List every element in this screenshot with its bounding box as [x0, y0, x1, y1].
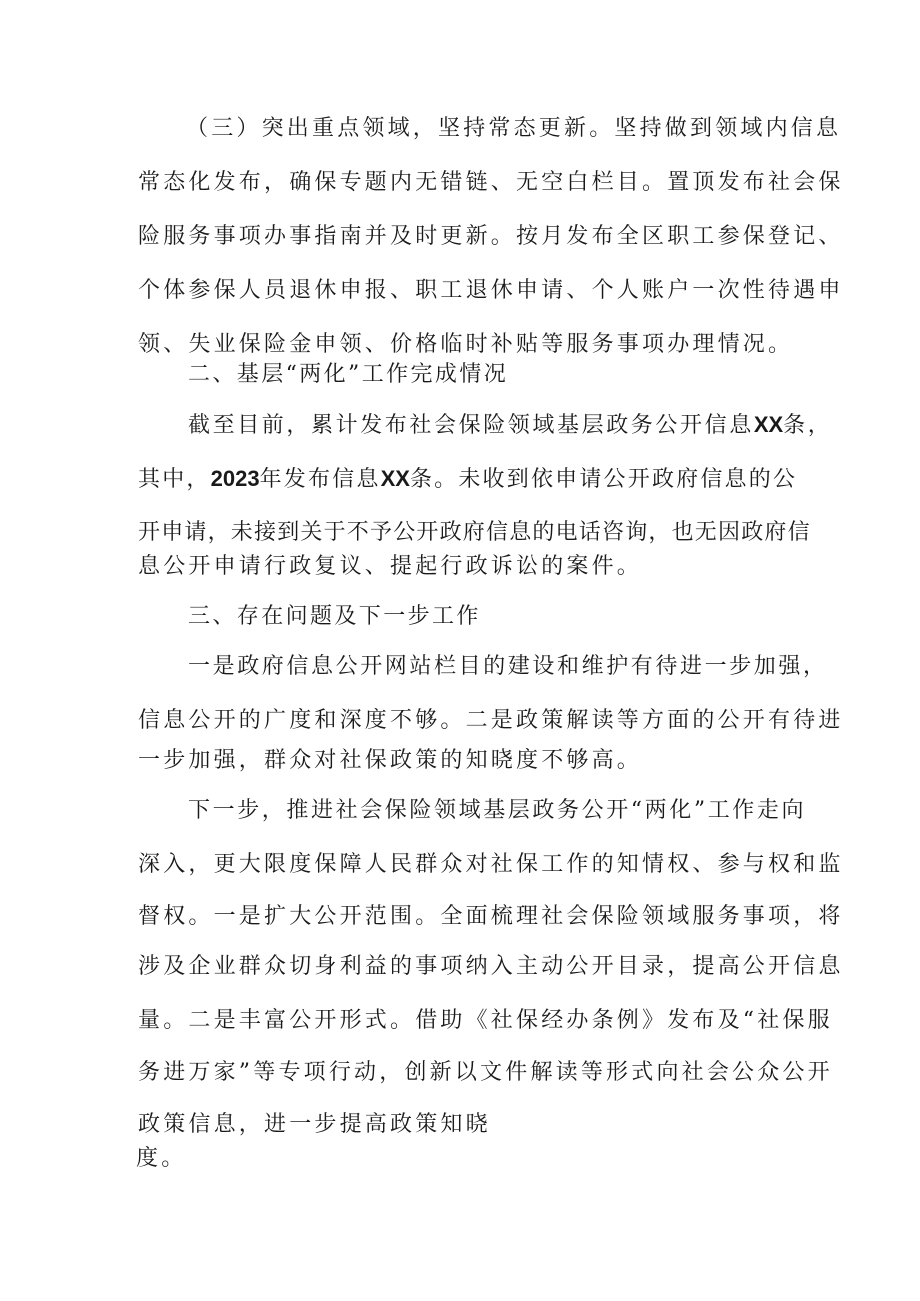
paragraph-line: 务进万家”等专项行动，创新以文件解读等形式向社会公众公开 [138, 1060, 833, 1085]
stats-text: 条， [783, 413, 833, 438]
stats-text: 其中， [138, 467, 211, 492]
stats-text: 截至目前，累计发布社会保险领域基层政务公开信息 [188, 413, 754, 438]
paragraph-line: 领、失业保险金申领、价格临时补贴等服务事项办理情况。 [138, 332, 794, 357]
paragraph-line: 深入，更大限度保障人民群众对社保工作的知情权、参与权和监 [138, 852, 844, 877]
stats-text: 年发布信息 [259, 467, 381, 492]
stats-line-2 [138, 464, 797, 494]
paragraph-line: 信息公开的广度和深度不够。二是政策解读等方面的公开有待进 [138, 708, 844, 733]
paragraph-line: 下一步，推进社会保险领域基层政务公开“两化”工作走向 [188, 798, 807, 823]
stats-line-1 [188, 410, 832, 440]
stats-line-3: 开申请，未接到关于不予公开政府信息的电话咨询，也无因政府信 [138, 520, 811, 545]
section-heading-3: 三、存在问题及下一步工作 [188, 604, 481, 629]
paragraph-line: 常态化发布，确保专题内无错链、无空白栏目。置顶发布社会保 [138, 170, 844, 195]
stats-count: XX [380, 466, 410, 491]
paragraph-line: 督权。一是扩大公开范围。全面梳理社会保险领域服务事项，将 [138, 904, 844, 929]
stats-line-4: 息公开申请行政复议、提起行政诉讼的案件。 [138, 554, 643, 579]
section-heading-2: 二、基层“两化”工作完成情况 [188, 362, 509, 387]
paragraph-line: 度。 [136, 1146, 187, 1171]
paragraph-line: 量。二是丰富公开形式。借助《社保经办条例》发布及“社保服 [138, 1008, 833, 1033]
paragraph-line: 险服务事项办事指南并及时更新。按月发布全区职工参保登记、 [138, 224, 844, 249]
paragraph-line: 个体参保人员退休申报、职工退休申请、个人账户一次性待遇申 [138, 278, 844, 303]
paragraph-line: 涉及企业群众切身利益的事项纳入主动公开目录，提高公开信息 [138, 954, 844, 979]
paragraph-line: 一步加强，群众对社保政策的知晓度不够高。 [138, 748, 643, 773]
paragraph-line: 一是政府信息公开网站栏目的建设和维护有待进一步加强， [188, 654, 828, 679]
stats-year: 2023 [210, 466, 260, 491]
paragraph-line: （三）突出重点领域，坚持常态更新。坚持做到领域内信息 [186, 116, 842, 141]
paragraph-line: 政策信息，进一步提高政策知晓 [138, 1112, 491, 1137]
stats-text: 条。未收到依申请公开政府信息的公 [409, 467, 798, 492]
stats-count: XX [753, 412, 784, 437]
